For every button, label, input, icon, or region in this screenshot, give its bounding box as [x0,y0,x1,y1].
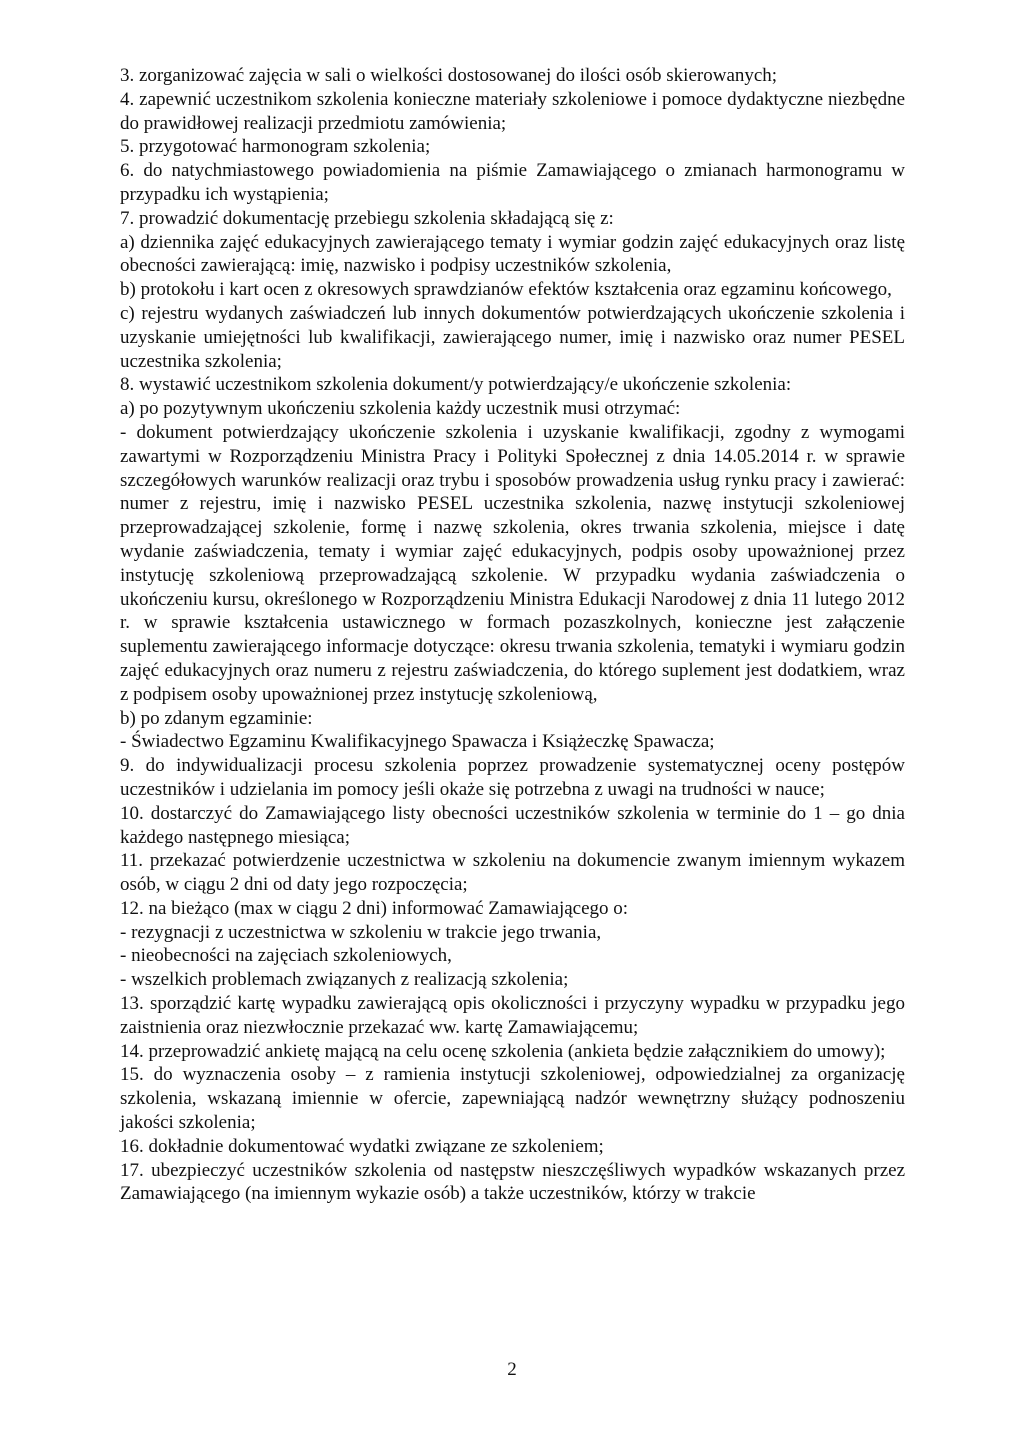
list-item-8a: a) po pozytywnym ukończeniu szkolenia każdy uczestnik musi otrzymać: [120,398,681,420]
list-item-14: 14. przeprowadzić ankietę mającą na celu ocenę szkolenia (ankieta będzie załącznikiem do umowy); [120,1040,886,1062]
list-item-3: 3. zorganizować zajęcia w sali o wielkości dostosowanej do ilości osób skierowanych; [120,65,778,86]
list-item-9: 9. do indywidualizacji procesu szkolenia poprzez prowadzenie systematycznej oceny postępów uczestników i udzielania im pomocy jeśli okaże się potrzebna z uwagi na trudności w nauce; [120,755,905,800]
list-item-8a-detail: - dokument potwierdzający ukończenie szkolenia i uzyskanie kwalifikacji, zgodny z wymogami zawartymi w Rozporządzeniu Ministra Pracy i Polityki Społecznej z dnia 14.05.2014 r. w sprawie szczegółowych warunków realizacji oraz trybu i sposobów prowadzenia usług rynku pracy i zawierać: numer z rejestru, imię i nazwisko PESEL uczestnika szkolenia, nazwę instytucji szkoleniowej przeprowadzającej szkolenie, formę i nazwę szkolenia, okres trwania szkolenia, miejsce i datę wydanie zaświadczenia, tematy i wymiar zajęć edukacyjnych, podpis osoby upoważnionej przez instytucję szkoleniową przeprowadzającą szkolenie. W przypadku wydania zaświadczenia o ukończeniu kursu, określonego w Rozporządzeniu Ministra Edukacji Narodowej z dnia 11 lutego 2012 r. w sprawie kształcenia ustawicznego w formach pozaszkolnych, konieczne jest załączenie suplementu zawierającego informacje dotyczące: okresu trwania szkolenia, tematyki i wymiaru godzin zajęć edukacyjnych oraz numeru z rejestru zaświadczenia, do którego suplement jest dodatkiem, wraz z podpisem osoby upoważnionej przez instytucję szkoleniową, [120,421,905,705]
list-item-7: 7. prowadzić dokumentację przebiegu szkolenia składającą się z: [120,207,614,229]
list-item-8b-detail: - Świadectwo Egzaminu Kwalifikacyjnego Spawacza i Książeczkę Spawacza; [120,731,715,753]
list-item-4: 4. zapewnić uczestnikom szkolenia konieczne materiały szkoleniowe i pomoce dydaktyczne niezbędne do prawidłowej realizacji przedmiotu zamówienia; [120,88,905,134]
list-item-12-sub-1: - rezygnacji z uczestnictwa w szkoleniu w trakcie jego trwania, [120,921,602,943]
list-item-8: 8. wystawić uczestnikom szkolenia dokument/y potwierdzający/e ukończenie szkolenia: [120,374,792,396]
list-item-15: 15. do wyznaczenia osoby – z ramienia instytucji szkoleniowej, odpowiedzialnej za organizację szkolenia, wskazaną imiennie w ofercie, zapewniającą nadzór wewnętrzny służący podnoszeniu jakości szkolenia; [120,1064,905,1134]
list-item-16: 16. dokładnie dokumentować wydatki związane ze szkoleniem; [120,1135,604,1157]
list-item-13: 13. sporządzić kartę wypadku zawierającą opis okoliczności i przyczyny wypadku w przypadku jego zaistnienia oraz niezwłocznie przekazać ww. kartę Zamawiającemu; [120,993,905,1038]
list-item-11: 11. przekazać potwierdzenie uczestnictwa w szkoleniu na dokumencie zwanym imiennym wykazem osób, w ciągu 2 dni od daty jego rozpoczęcia; [120,850,905,896]
list-item-12: 12. na bieżąco (max w ciągu 2 dni) informować Zamawiającego o: [120,897,629,919]
list-item-12-sub-2: - nieobecności na zajęciach szkoleniowych, [120,945,452,967]
list-item-10: 10. dostarczyć do Zamawiającego listy obecności uczestników szkolenia w terminie do 1 – go dnia każdego następnego miesiąca; [120,802,905,848]
list-item-12-sub-3: - wszelkich problemach związanych z realizacją szkolenia; [120,969,569,991]
page-number: 2 [507,1359,517,1380]
list-item-6: 6. do natychmiastowego powiadomienia na piśmie Zamawiającego o zmianach harmonogramu w przypadku ich wystąpienia; [120,160,905,205]
document-page [120,64,905,1206]
list-item-5: 5. przygotować harmonogram szkolenia; [120,136,431,158]
list-item-7a: a) dziennika zajęć edukacyjnych zawierającego tematy i wymiar godzin zajęć edukacyjnych oraz listę obecności zawierającą: imię, nazwisko i podpisy uczestników szkolenia, [120,231,905,277]
list-item-7c: c) rejestru wydanych zaświadczeń lub innych dokumentów potwierdzających ukończenie szkolenia i uzyskanie umiejętności lub kwalifikacji, zawierającego numer, imię i nazwisko oraz numer PESEL uczestnika szkolenia; [120,302,905,372]
list-item-17: 17. ubezpieczyć uczestników szkolenia od następstw nieszczęśliwych wypadków wskazanych przez Zamawiającego (na imiennym wykazie osób) a także uczestników, którzy w trakcie [120,1159,905,1205]
list-item-8b: b) po zdanym egzaminie: [120,707,313,729]
list-item-7b: b) protokołu i kart ocen z okresowych sprawdzianów efektów kształcenia oraz egzaminu końcowego, [120,279,892,301]
